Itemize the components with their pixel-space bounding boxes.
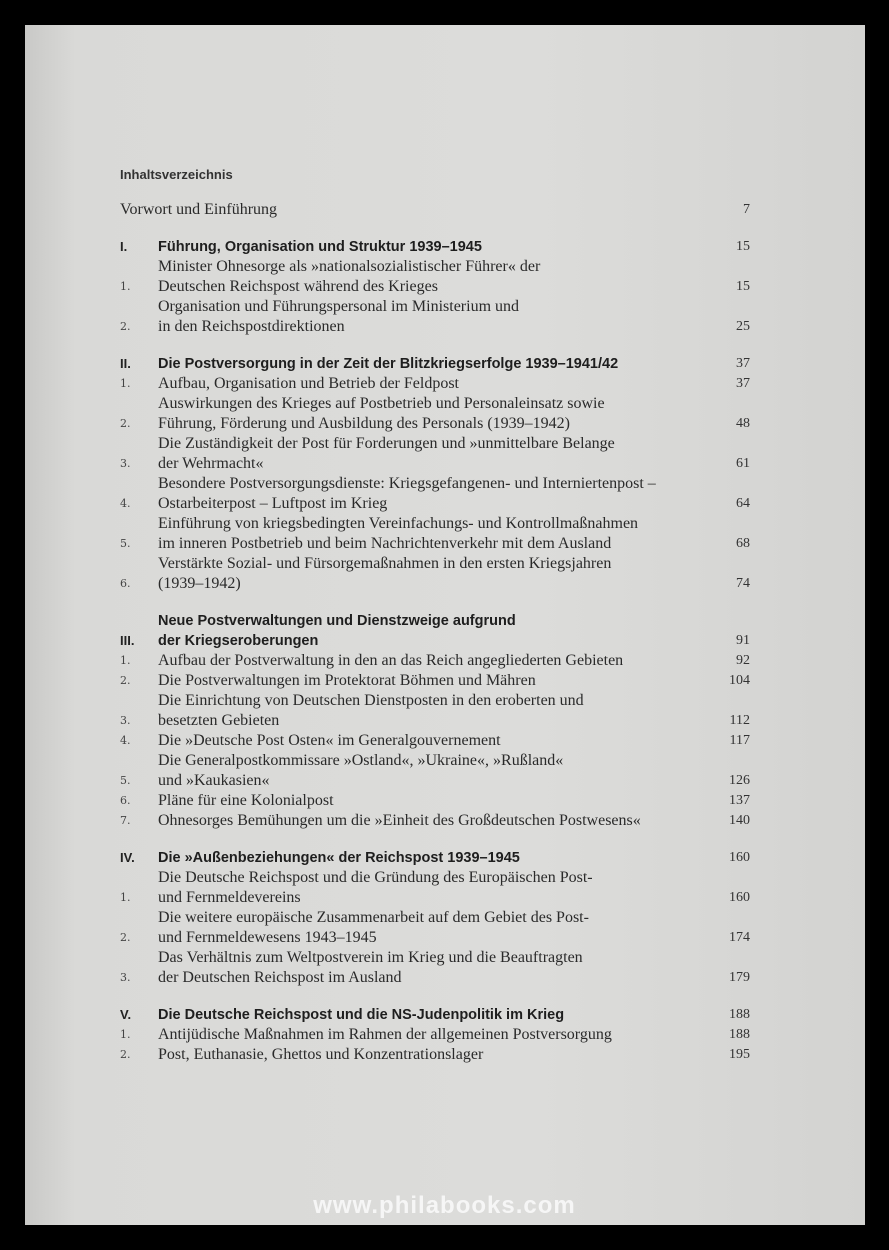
page-number: 174 [729, 930, 750, 945]
toc-section [120, 1005, 750, 1065]
section-title: Führung, Organisation und Struktur 1939–1945 [158, 239, 482, 255]
entry-number: 7. [120, 814, 131, 827]
entry-number: 1. [120, 280, 131, 293]
page-number: 188 [729, 1007, 750, 1022]
toc-intro-entry [120, 200, 750, 220]
page-number: 160 [729, 890, 750, 905]
section-title: Neue Postverwaltungen und Dienstzweige aufgrund der Kriegseroberungen [158, 613, 516, 649]
entry-text: Aufbau der Postverwaltung in den an das Reich angegliederten Gebieten [158, 652, 624, 669]
entry-number: 2. [120, 674, 131, 687]
entry-text: Aufbau, Organisation und Betrieb der Feldpost [158, 375, 459, 392]
toc-entry [120, 811, 750, 831]
toc-entry [120, 374, 750, 394]
section-heading [120, 1005, 750, 1025]
section-number: III. [120, 633, 135, 648]
page-number: 61 [736, 456, 750, 471]
table-of-contents [120, 167, 750, 1065]
toc-section [120, 354, 750, 594]
toc-entry [120, 751, 750, 791]
page-number: 25 [736, 319, 750, 334]
toc-entry [120, 691, 750, 731]
entry-number: 1. [120, 1028, 131, 1041]
page-number: 68 [736, 536, 750, 551]
page-number: 15 [736, 239, 750, 254]
toc-entry [120, 1045, 750, 1065]
section-number: II. [120, 356, 131, 371]
entry-text: Verstärkte Sozial- und Fürsorgemaßnahmen in den ersten Kriegsjahren (1939–1942) [158, 555, 612, 592]
entry-number: 2. [120, 320, 131, 333]
entry-number: 5. [120, 537, 131, 550]
page-number: 64 [736, 496, 750, 511]
page-number: 112 [729, 713, 750, 728]
entry-text: Die Zuständigkeit der Post für Forderungen und »unmittelbare Belange der Wehrmacht« [158, 435, 615, 472]
toc-title: Inhaltsverzeichnis [120, 167, 233, 182]
section-number: IV. [120, 850, 135, 865]
entry-text: Auswirkungen des Krieges auf Postbetrieb und Personaleinsatz sowie Führung, Förderung und Ausbildung des Personals (1939–1942) [158, 395, 605, 432]
entry-number: 4. [120, 497, 131, 510]
page-number: 15 [736, 279, 750, 294]
entry-text: Die Deutsche Reichspost und die Gründung des Europäischen Post- und Fernmeldevereins [158, 869, 593, 906]
section-heading [120, 848, 750, 868]
page-number: 91 [736, 633, 750, 648]
entry-number: 2. [120, 1048, 131, 1061]
entry-text: Organisation und Führungspersonal im Ministerium und in den Reichspostdirektionen [158, 298, 520, 335]
toc-entry [120, 1025, 750, 1045]
toc-entry [120, 868, 750, 908]
page-number: 37 [736, 376, 750, 391]
page-number: 195 [729, 1047, 750, 1062]
toc-entry [120, 791, 750, 811]
toc-entry [120, 908, 750, 948]
page-number: 92 [736, 653, 750, 668]
toc-sections [120, 237, 750, 1065]
book-page [25, 25, 865, 1225]
section-title: Die Postversorgung in der Zeit der Blitzkriegserfolge 1939–1941/42 [158, 356, 619, 372]
entry-number: 2. [120, 417, 131, 430]
section-number: I. [120, 239, 128, 254]
section-heading [120, 354, 750, 374]
watermark: www.philabooks.com [313, 1192, 576, 1219]
entry-number: 3. [120, 971, 131, 984]
entry-text: Pläne für eine Kolonialpost [158, 792, 334, 809]
entry-number: 1. [120, 654, 131, 667]
toc-section [120, 848, 750, 988]
entry-text: Vorwort und Einführung [120, 201, 278, 218]
section-number: V. [120, 1007, 132, 1022]
page-number: 117 [729, 733, 750, 748]
toc-entry [120, 474, 750, 514]
section-heading [120, 237, 750, 257]
entry-text: Besondere Postversorgungsdienste: Kriegsgefangenen- und Interniertenpost – Ostarbeiterpost – Luftpost im Krieg [158, 475, 656, 512]
page-number: 104 [729, 673, 750, 688]
toc-entry [120, 671, 750, 691]
page-number: 7 [743, 202, 750, 217]
entry-number: 6. [120, 794, 131, 807]
entry-text: Minister Ohnesorge als »nationalsozialistischer Führer« der Deutschen Reichspost während des Krieges [158, 258, 541, 295]
entry-text: Die weitere europäische Zusammenarbeit auf dem Gebiet des Post- und Fernmeldewesens 1943–1945 [158, 909, 589, 946]
page-number: 74 [736, 576, 750, 591]
entry-number: 2. [120, 931, 131, 944]
toc-entry [120, 554, 750, 594]
entry-text: Post, Euthanasie, Ghettos und Konzentrationslager [158, 1046, 484, 1063]
toc-entry [120, 514, 750, 554]
page-number: 160 [729, 850, 750, 865]
page-number: 126 [729, 773, 750, 788]
toc-entry [120, 394, 750, 434]
page-number: 179 [729, 970, 750, 985]
page-number: 137 [729, 793, 750, 808]
page-number: 140 [729, 813, 750, 828]
page-number: 37 [736, 356, 750, 371]
toc-entry [120, 297, 750, 337]
entry-text: Die Einrichtung von Deutschen Dienstposten in den eroberten und besetzten Gebieten [158, 692, 584, 729]
entry-text: Die Postverwaltungen im Protektorat Böhmen und Mähren [158, 672, 536, 689]
entry-text: Das Verhältnis zum Weltpostverein im Krieg und die Beauftragten der Deutschen Reichspost im Ausland [158, 949, 583, 986]
page-number: 48 [736, 416, 750, 431]
entry-number: 1. [120, 377, 131, 390]
entry-text: Die Generalpostkommissare »Ostland«, »Ukraine«, »Rußland« und »Kaukasien« [158, 752, 564, 789]
toc-entry [120, 651, 750, 671]
entry-number: 6. [120, 577, 131, 590]
toc-entry [120, 731, 750, 751]
section-heading [120, 611, 750, 651]
toc-section [120, 611, 750, 831]
entry-text: Ohnesorges Bemühungen um die »Einheit des Großdeutschen Postwesens« [158, 812, 641, 829]
entry-number: 5. [120, 774, 131, 787]
toc-entry [120, 257, 750, 297]
entry-text: Einführung von kriegsbedingten Vereinfachungs- und Kontrollmaßnahmen im inneren Postbetrieb und beim Nachrichtenverkehr mit dem Ausland [158, 515, 639, 552]
entry-number: 3. [120, 714, 131, 727]
toc-entry [120, 434, 750, 474]
toc-section [120, 237, 750, 337]
section-title: Die »Außenbeziehungen« der Reichspost 1939–1945 [158, 850, 520, 866]
entry-number: 4. [120, 734, 131, 747]
page-number: 188 [729, 1027, 750, 1042]
entry-number: 1. [120, 891, 131, 904]
entry-number: 3. [120, 457, 131, 470]
entry-text: Die »Deutsche Post Osten« im Generalgouvernement [158, 732, 501, 749]
section-title: Die Deutsche Reichspost und die NS-Judenpolitik im Krieg [158, 1007, 565, 1023]
toc-entry [120, 948, 750, 988]
entry-text: Antijüdische Maßnahmen im Rahmen der allgemeinen Postversorgung [158, 1026, 612, 1043]
